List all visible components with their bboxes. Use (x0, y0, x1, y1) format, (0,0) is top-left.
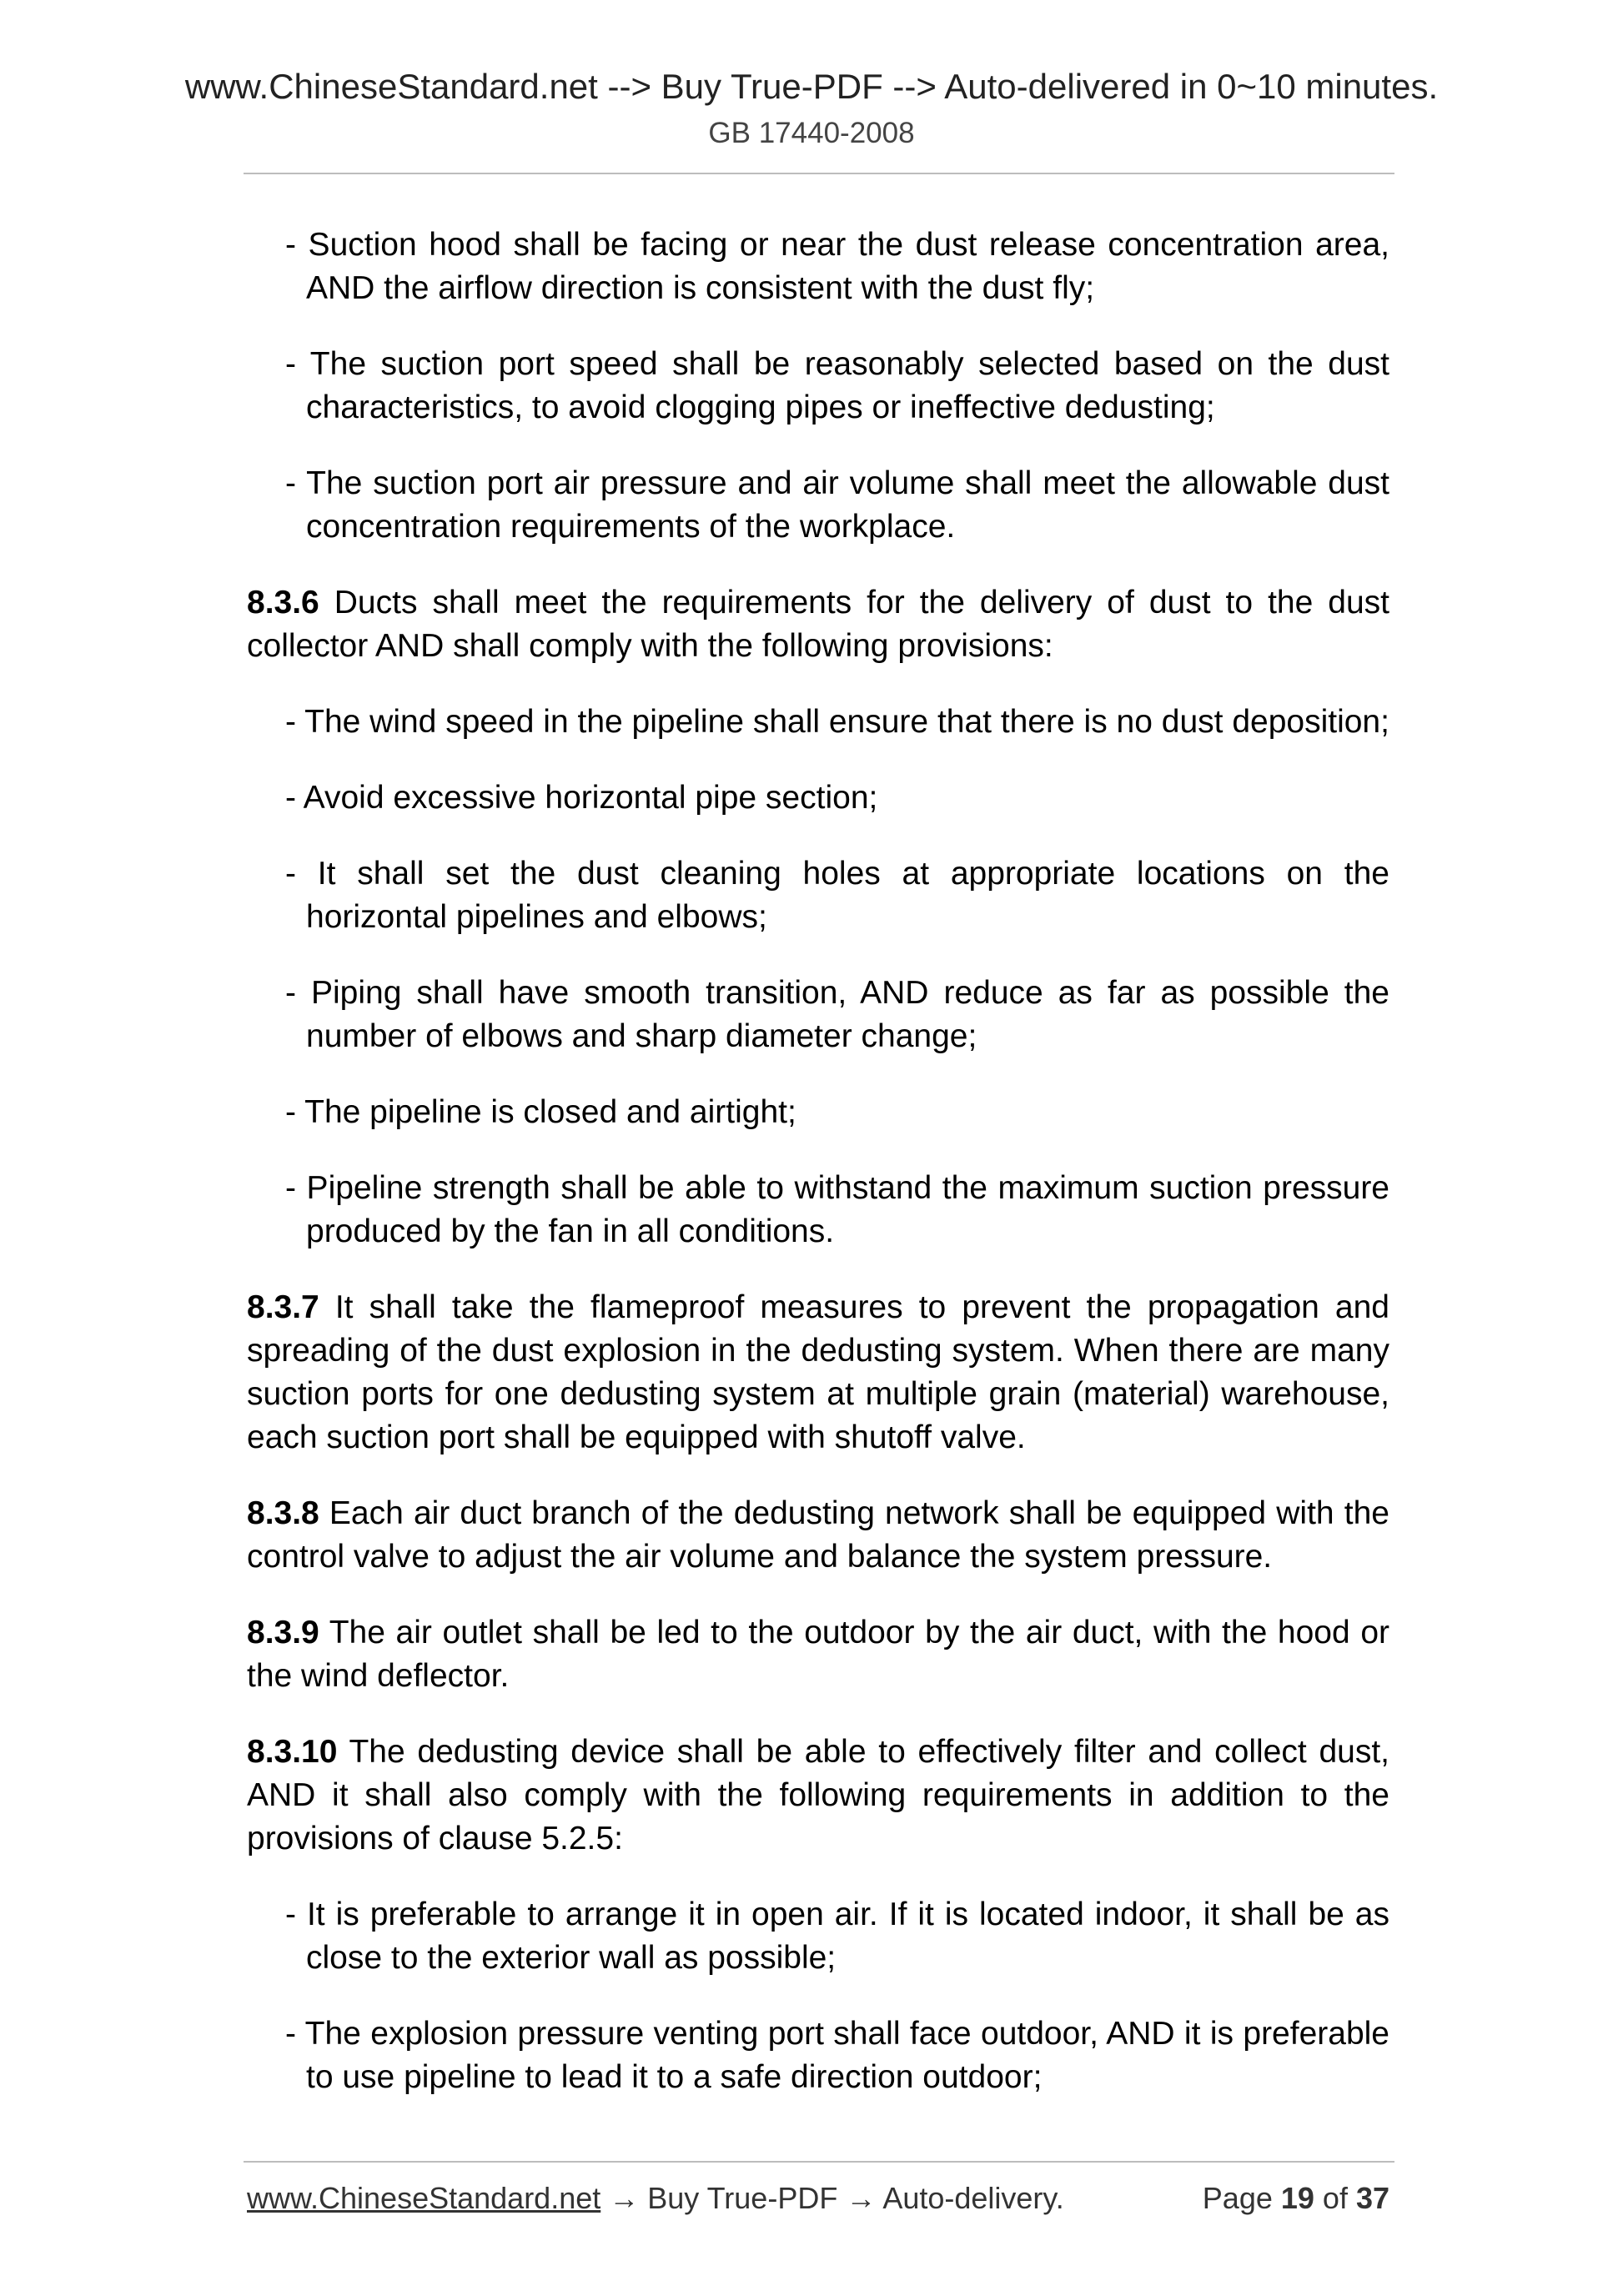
page-label: Page (1202, 2181, 1281, 2215)
page-indicator (1203, 2178, 1389, 2218)
clause-8-3-8 (247, 1492, 1389, 1579)
clause-number: 8.3.6 (247, 585, 319, 620)
clause-number: 8.3.8 (247, 1495, 319, 1531)
clause-text: Each air duct branch of the dedusting network shall be equipped with the control valve to adjust the air volume and balance the system pressure. (247, 1495, 1389, 1575)
clause-text: The air outlet shall be led to the outdoor by the air duct, with the hood or the wind deflector. (247, 1615, 1389, 1694)
list-item: - The explosion pressure venting port shall face outdoor, AND it is preferable to use pipeline to lead it to a safe direction outdoor; (285, 2016, 1389, 2095)
list-item: - The pipeline is closed and airtight; (285, 1094, 796, 1130)
clause-number: 8.3.9 (247, 1615, 319, 1650)
list-item: - It is preferable to arrange it in open air. If it is located indoor, it shall be as close to the exterior wall as possible; (285, 1897, 1389, 1976)
list-item: - Piping shall have smooth transition, AND reduce as far as possible the number of elbows and sharp diameter change; (285, 975, 1389, 1054)
list-item: - The suction port air pressure and air volume shall meet the allowable dust concentration requirements of the workplace. (285, 465, 1389, 545)
list-item: - The wind speed in the pipeline shall ensure that there is no dust deposition; (285, 704, 1389, 740)
header-banner: www.ChineseStandard.net --> Buy True-PDF --> Auto-delivered in 0~10 minutes. (184, 67, 1439, 106)
clause-8-3-6 (247, 581, 1389, 668)
clause-8-3-7 (247, 1286, 1389, 1459)
list-item: - Pipeline strength shall be able to withstand the maximum suction pressure produced by the fan in all conditions. (285, 1170, 1389, 1249)
list-item: - It shall set the dust cleaning holes at appropriate locations on the horizontal pipelines and elbows; (285, 856, 1389, 935)
footer-promo (247, 2178, 1064, 2218)
clause-text: The dedusting device shall be able to effectively filter and collect dust, AND it shall also comply with the following requirements in addition to the provisions of clause 5.2.5: (247, 1734, 1389, 1856)
clause-number: 8.3.10 (247, 1734, 338, 1770)
footer-divider (244, 2161, 1394, 2163)
page-of-label: of (1314, 2181, 1356, 2215)
clause-number: 8.3.7 (247, 1289, 319, 1325)
list-item: - Avoid excessive horizontal pipe section; (285, 780, 878, 816)
clause-8-3-10 (247, 1731, 1389, 1861)
page-number: 19 (1280, 2181, 1314, 2215)
document-body (247, 224, 1389, 2132)
footer-site-link[interactable]: www.ChineseStandard.net (247, 2181, 601, 2215)
standard-number: GB 17440-2008 (708, 117, 915, 149)
header-divider (244, 173, 1394, 174)
footer-promo-text: → Buy True-PDF → Auto-delivery. (600, 2181, 1064, 2215)
list-item: - Suction hood shall be facing or near the dust release concentration area, AND the airflow direction is consistent with the dust fly; (285, 227, 1389, 306)
clause-text: Ducts shall meet the requirements for the delivery of dust to the dust collector AND shall comply with the following provisions: (247, 585, 1389, 664)
page-total: 37 (1355, 2181, 1389, 2215)
clause-8-3-9 (247, 1611, 1389, 1698)
list-item: - The suction port speed shall be reasonably selected based on the dust characteristics, to avoid clogging pipes or ineffective dedusting; (285, 346, 1389, 425)
clause-text: It shall take the flameproof measures to prevent the propagation and spreading of the dust explosion in the dedusting system. When there are many suction ports for one dedusting system at multiple grain (material) warehouse, each suction port shall be equipped with shutoff valve. (247, 1289, 1389, 1455)
